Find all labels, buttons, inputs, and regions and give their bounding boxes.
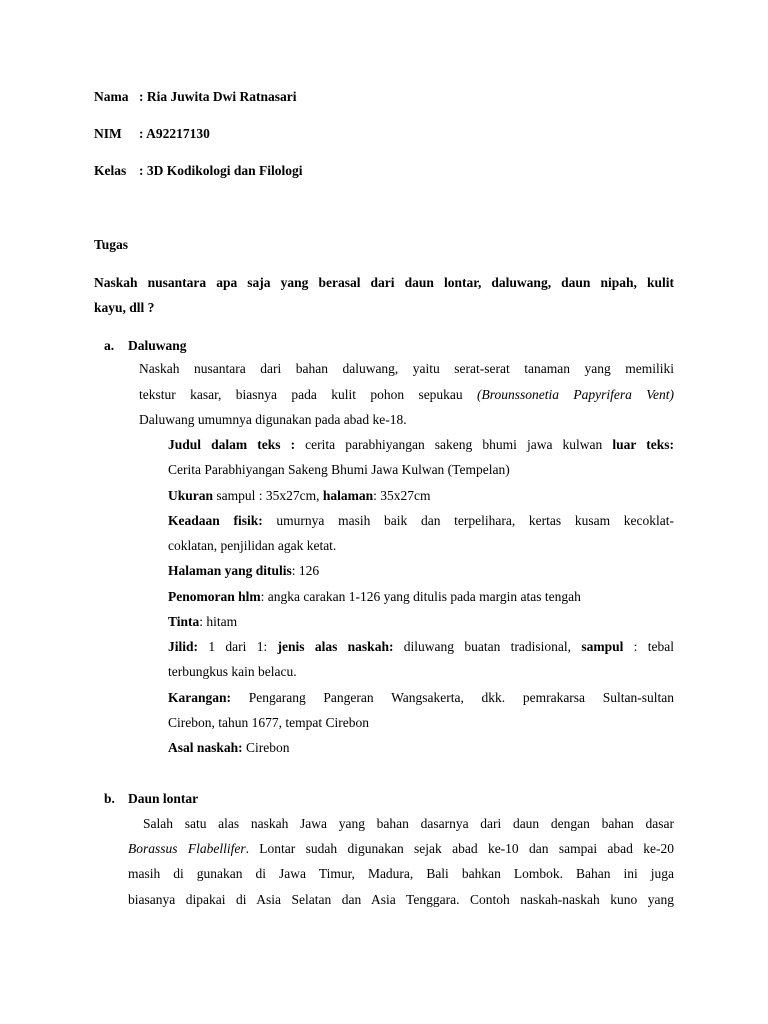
species-name: (Brounssonetia Papyrifera Vent): [477, 387, 674, 402]
nama-label: Nama: [94, 89, 129, 104]
keadaan-value-2: coklatan, penjilidan agak ketat.: [168, 538, 337, 553]
karangan-value-2: Cirebon, tahun 1677, tempat Cirebon: [168, 715, 369, 730]
karangan-row: [168, 689, 674, 707]
jilid-value: 1 dari 1:: [198, 639, 278, 654]
keadaan-label: Keadaan fisik:: [168, 513, 263, 528]
sampul-value: : tebal: [623, 639, 674, 654]
section-a-title: Daluwang: [128, 338, 187, 353]
section-a-para-line-1: Naskah nusantara dari bahan daluwang, yaitu serat-serat tanaman yang memiliki: [139, 361, 674, 376]
nim-label: NIM: [94, 126, 122, 141]
keadaan-row: [168, 512, 674, 530]
section-a-marker: a.: [104, 338, 115, 353]
penomoran-label: Penomoran hlm: [168, 589, 261, 604]
luar-value: Cerita Parabhiyangan Sakeng Bhumi Jawa Kulwan (Tempelan): [168, 462, 510, 477]
nama-row: [94, 88, 297, 106]
jilid-value-2: terbungkus kain belacu.: [168, 664, 297, 679]
ukuran-value: sampul : 35x27cm,: [213, 488, 323, 503]
kelas-row: [94, 162, 303, 180]
nim-row: [94, 125, 210, 143]
tugas-title: Tugas: [94, 237, 129, 252]
para-line-2-text: tekstur kasar, biasnya pada kulit pohon sepukau: [139, 387, 463, 402]
section-b-title: Daun lontar: [128, 791, 199, 806]
section-b-line-1: Salah satu alas naskah Jawa yang bahan dasarnya dari daun dengan bahan dasar: [143, 816, 674, 831]
kelas-label: Kelas: [94, 163, 127, 178]
section-a-para-line-3: Daluwang umumnya digunakan pada abad ke-18.: [139, 412, 407, 427]
karangan-value-1: Pengarang Pangeran Wangsakerta, dkk. pemrakarsa Sultan-sultan: [231, 690, 674, 705]
tinta-label: Tinta: [168, 614, 200, 629]
judul-row: [168, 436, 674, 454]
asal-row: [168, 739, 290, 757]
halaman-ditulis-value: : 126: [291, 563, 320, 578]
section-b-line-2: [128, 840, 674, 858]
asal-value: Cirebon: [242, 740, 290, 755]
luar-label: luar teks:: [612, 437, 674, 452]
judul-label: Judul dalam teks :: [168, 437, 296, 452]
nim-value: : A92217130: [139, 126, 210, 141]
judul-value: cerita parabhiyangan sakeng bhumi jawa kulwan: [295, 437, 613, 452]
section-b-marker: b.: [104, 791, 115, 806]
karangan-label: Karangan:: [168, 690, 232, 705]
tinta-value: : hitam: [199, 614, 238, 629]
tinta-row: [168, 613, 237, 631]
jenis-label: jenis alas naskah:: [277, 639, 394, 654]
jilid-label: Jilid:: [168, 639, 199, 654]
section-a-para-line-2: [139, 386, 674, 404]
ukuran-label: Ukuran: [168, 488, 214, 503]
sampul-label: sampul: [581, 639, 624, 654]
section-b-line-3: masih di gunakan di Jawa Timur, Madura, Bali bahkan Lombok. Bahan ini juga: [128, 866, 674, 881]
section-b-line-4: biasanya dipakai di Asia Selatan dan Asia Tenggara. Contoh naskah-naskah kuno yang: [128, 892, 674, 907]
penomoran-row: [168, 588, 581, 606]
kelas-value: : 3D Kodikologi dan Filologi: [139, 163, 303, 178]
jilid-row: [168, 638, 674, 656]
keadaan-value-1: umurnya masih baik dan terpelihara, kertas kusam kecoklat-: [262, 513, 675, 528]
penomoran-value: : angka carakan 1-126 yang ditulis pada margin atas tengah: [260, 589, 581, 604]
halaman-label: halaman: [322, 488, 374, 503]
jenis-value: diluwang buatan tradisional,: [393, 639, 582, 654]
borassus-name: Borassus Flabellifer: [128, 841, 246, 856]
halaman-ditulis-row: [168, 562, 319, 580]
ukuran-row: [168, 487, 431, 505]
question-line-2: kayu, dll ?: [94, 300, 155, 315]
question-line-1: Naskah nusantara apa saja yang berasal dari daun lontar, daluwang, daun nipah, kulit: [94, 275, 674, 290]
halaman-ditulis-label: Halaman yang ditulis: [168, 563, 292, 578]
section-b-line-2-text: . Lontar sudah digunakan sejak abad ke-10 dan sampai abad ke-20: [245, 841, 674, 856]
asal-label: Asal naskah:: [168, 740, 243, 755]
halaman-value: : 35x27cm: [373, 488, 431, 503]
nama-value: : Ria Juwita Dwi Ratnasari: [139, 89, 297, 104]
